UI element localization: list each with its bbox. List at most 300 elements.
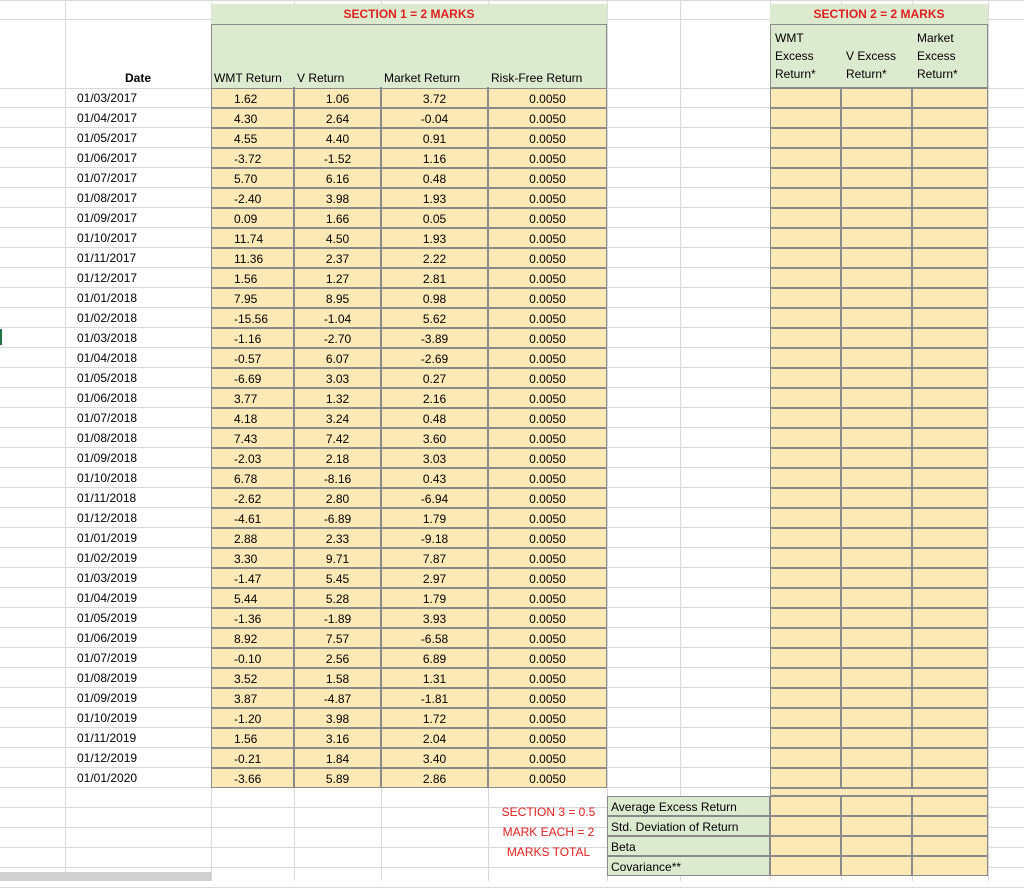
data-cell[interactable]: 0.0050 xyxy=(488,288,607,308)
data-cell[interactable]: 0.98 xyxy=(381,288,488,308)
data-cell[interactable]: 0.0050 xyxy=(488,248,607,268)
data-cell[interactable]: 0.0050 xyxy=(488,768,607,788)
excess-return-input[interactable] xyxy=(912,528,988,548)
data-cell[interactable]: -0.04 xyxy=(381,108,488,128)
excess-return-input[interactable] xyxy=(841,448,912,468)
excess-return-input[interactable] xyxy=(841,228,912,248)
data-cell[interactable]: -1.47 xyxy=(211,568,294,588)
excess-return-input[interactable] xyxy=(912,208,988,228)
date-cell[interactable]: 01/12/2018 xyxy=(77,511,138,525)
statistic-input[interactable] xyxy=(912,796,988,816)
data-cell[interactable]: 3.16 xyxy=(294,728,381,748)
data-cell[interactable]: 4.50 xyxy=(294,228,381,248)
excess-return-input[interactable] xyxy=(841,348,912,368)
data-cell[interactable]: 0.43 xyxy=(381,468,488,488)
excess-return-input[interactable] xyxy=(912,348,988,368)
date-cell[interactable]: 01/07/2019 xyxy=(77,651,138,665)
excess-return-input[interactable] xyxy=(912,668,988,688)
date-cell[interactable]: 01/11/2017 xyxy=(77,251,137,265)
data-cell[interactable]: -0.21 xyxy=(211,748,294,768)
date-cell[interactable]: 01/10/2019 xyxy=(77,711,138,725)
statistic-input[interactable] xyxy=(841,796,912,816)
data-cell[interactable]: 5.62 xyxy=(381,308,488,328)
date-cell[interactable]: 01/02/2019 xyxy=(77,551,138,565)
excess-return-input[interactable] xyxy=(841,188,912,208)
excess-return-input[interactable] xyxy=(841,128,912,148)
data-cell[interactable]: -4.61 xyxy=(211,508,294,528)
data-cell[interactable]: 2.64 xyxy=(294,108,381,128)
data-cell[interactable]: 2.56 xyxy=(294,648,381,668)
data-cell[interactable]: 0.0050 xyxy=(488,668,607,688)
data-cell[interactable]: -6.58 xyxy=(381,628,488,648)
data-cell[interactable]: 0.0050 xyxy=(488,228,607,248)
data-cell[interactable]: -0.10 xyxy=(211,648,294,668)
excess-return-input[interactable] xyxy=(841,748,912,768)
data-cell[interactable]: 1.84 xyxy=(294,748,381,768)
date-cell[interactable]: 01/10/2018 xyxy=(77,471,138,485)
excess-return-input[interactable] xyxy=(912,628,988,648)
excess-return-input[interactable] xyxy=(841,568,912,588)
data-cell[interactable]: 0.0050 xyxy=(488,208,607,228)
excess-return-input[interactable] xyxy=(841,488,912,508)
date-cell[interactable]: 01/08/2019 xyxy=(77,671,138,685)
data-cell[interactable]: 2.37 xyxy=(294,248,381,268)
data-cell[interactable]: 6.89 xyxy=(381,648,488,668)
data-cell[interactable]: 5.28 xyxy=(294,588,381,608)
excess-return-input[interactable] xyxy=(912,748,988,768)
excess-return-input[interactable] xyxy=(912,168,988,188)
date-cell[interactable]: 01/03/2019 xyxy=(77,571,138,585)
data-cell[interactable]: 8.92 xyxy=(211,628,294,648)
excess-return-input[interactable] xyxy=(841,728,912,748)
excess-return-input[interactable] xyxy=(912,228,988,248)
data-cell[interactable]: 3.77 xyxy=(211,388,294,408)
data-cell[interactable]: 2.97 xyxy=(381,568,488,588)
excess-return-input[interactable] xyxy=(912,388,988,408)
data-cell[interactable]: 0.0050 xyxy=(488,588,607,608)
data-cell[interactable]: 0.0050 xyxy=(488,508,607,528)
data-cell[interactable]: 0.0050 xyxy=(488,608,607,628)
date-cell[interactable]: 01/06/2018 xyxy=(77,391,138,405)
excess-return-input[interactable] xyxy=(770,108,841,128)
data-cell[interactable]: 5.44 xyxy=(211,588,294,608)
excess-return-input[interactable] xyxy=(841,368,912,388)
date-cell[interactable]: 01/09/2018 xyxy=(77,451,138,465)
statistic-input[interactable] xyxy=(770,856,841,876)
statistic-input[interactable] xyxy=(841,836,912,856)
data-cell[interactable]: 8.95 xyxy=(294,288,381,308)
data-cell[interactable]: 3.40 xyxy=(381,748,488,768)
date-cell[interactable]: 01/06/2019 xyxy=(77,631,138,645)
data-cell[interactable]: 3.98 xyxy=(294,708,381,728)
data-cell[interactable]: 0.48 xyxy=(381,408,488,428)
data-cell[interactable]: 3.52 xyxy=(211,668,294,688)
date-cell[interactable]: 01/07/2018 xyxy=(77,411,138,425)
data-cell[interactable]: 7.43 xyxy=(211,428,294,448)
excess-return-input[interactable] xyxy=(841,308,912,328)
data-cell[interactable]: 11.74 xyxy=(211,228,294,248)
date-cell[interactable]: 01/05/2018 xyxy=(77,371,138,385)
data-cell[interactable]: 1.56 xyxy=(211,268,294,288)
excess-return-input[interactable] xyxy=(770,268,841,288)
data-cell[interactable]: 0.09 xyxy=(211,208,294,228)
data-cell[interactable]: 0.0050 xyxy=(488,648,607,668)
excess-return-input[interactable] xyxy=(841,528,912,548)
excess-return-input[interactable] xyxy=(912,768,988,788)
data-cell[interactable]: 0.0050 xyxy=(488,628,607,648)
data-cell[interactable]: 2.18 xyxy=(294,448,381,468)
excess-return-input[interactable] xyxy=(841,588,912,608)
excess-return-input[interactable] xyxy=(912,248,988,268)
data-cell[interactable]: 0.0050 xyxy=(488,348,607,368)
excess-return-input[interactable] xyxy=(770,248,841,268)
excess-return-input[interactable] xyxy=(841,168,912,188)
data-cell[interactable]: 0.0050 xyxy=(488,188,607,208)
excess-return-input[interactable] xyxy=(770,728,841,748)
data-cell[interactable]: 1.58 xyxy=(294,668,381,688)
date-cell[interactable]: 01/05/2019 xyxy=(77,611,138,625)
excess-return-input[interactable] xyxy=(912,708,988,728)
data-cell[interactable]: -2.62 xyxy=(211,488,294,508)
data-cell[interactable]: 1.56 xyxy=(211,728,294,748)
data-cell[interactable]: 0.0050 xyxy=(488,128,607,148)
data-cell[interactable]: 6.07 xyxy=(294,348,381,368)
data-cell[interactable]: -4.87 xyxy=(294,688,381,708)
excess-return-input[interactable] xyxy=(770,148,841,168)
data-cell[interactable]: -3.66 xyxy=(211,768,294,788)
data-cell[interactable]: 0.0050 xyxy=(488,308,607,328)
data-cell[interactable]: -1.04 xyxy=(294,308,381,328)
date-cell[interactable]: 01/07/2017 xyxy=(77,171,138,185)
date-cell[interactable]: 01/01/2020 xyxy=(77,771,138,785)
date-cell[interactable]: 01/04/2017 xyxy=(77,111,138,125)
data-cell[interactable]: -1.89 xyxy=(294,608,381,628)
excess-return-input[interactable] xyxy=(841,268,912,288)
data-cell[interactable]: 0.0050 xyxy=(488,468,607,488)
column-header-v[interactable]: V Return xyxy=(295,68,380,88)
data-cell[interactable]: -3.72 xyxy=(211,148,294,168)
excess-return-input[interactable] xyxy=(912,568,988,588)
excess-return-input[interactable] xyxy=(770,748,841,768)
excess-return-input[interactable] xyxy=(841,288,912,308)
excess-return-input[interactable] xyxy=(841,608,912,628)
excess-return-input[interactable] xyxy=(770,548,841,568)
excess-return-input[interactable] xyxy=(841,408,912,428)
excess-return-input[interactable] xyxy=(912,608,988,628)
data-cell[interactable]: 0.0050 xyxy=(488,708,607,728)
data-cell[interactable]: -2.70 xyxy=(294,328,381,348)
data-cell[interactable]: 4.55 xyxy=(211,128,294,148)
data-cell[interactable]: -3.89 xyxy=(381,328,488,348)
data-cell[interactable]: 5.89 xyxy=(294,768,381,788)
excess-return-input[interactable] xyxy=(912,128,988,148)
data-cell[interactable]: 0.0050 xyxy=(488,428,607,448)
excess-return-input[interactable] xyxy=(841,388,912,408)
date-cell[interactable]: 01/05/2017 xyxy=(77,131,138,145)
excess-return-input[interactable] xyxy=(912,268,988,288)
excess-return-input[interactable] xyxy=(841,708,912,728)
excess-return-input[interactable] xyxy=(912,108,988,128)
data-cell[interactable]: 2.88 xyxy=(211,528,294,548)
data-cell[interactable]: 0.0050 xyxy=(488,268,607,288)
excess-return-input[interactable] xyxy=(770,648,841,668)
excess-return-input[interactable] xyxy=(912,468,988,488)
data-cell[interactable]: -1.52 xyxy=(294,148,381,168)
data-cell[interactable]: 0.0050 xyxy=(488,148,607,168)
date-cell[interactable]: 01/04/2019 xyxy=(77,591,138,605)
excess-return-input[interactable] xyxy=(770,528,841,548)
data-cell[interactable]: -15.56 xyxy=(211,308,294,328)
data-cell[interactable]: 0.0050 xyxy=(488,328,607,348)
date-cell[interactable]: 01/10/2017 xyxy=(77,231,138,245)
excess-return-input[interactable] xyxy=(912,648,988,668)
date-cell[interactable]: 01/09/2017 xyxy=(77,211,138,225)
excess-return-input[interactable] xyxy=(770,628,841,648)
data-cell[interactable]: 2.81 xyxy=(381,268,488,288)
excess-return-input[interactable] xyxy=(912,408,988,428)
excess-return-input[interactable] xyxy=(841,328,912,348)
excess-return-input[interactable] xyxy=(841,428,912,448)
section2-header-1[interactable] xyxy=(842,30,911,86)
date-cell[interactable]: 01/09/2019 xyxy=(77,691,138,705)
section2-header-2[interactable] xyxy=(913,30,987,86)
data-cell[interactable]: 6.78 xyxy=(211,468,294,488)
excess-return-input[interactable] xyxy=(770,708,841,728)
data-cell[interactable]: -1.20 xyxy=(211,708,294,728)
excess-return-input[interactable] xyxy=(770,448,841,468)
data-cell[interactable]: 1.79 xyxy=(381,508,488,528)
data-cell[interactable]: 3.03 xyxy=(381,448,488,468)
column-header-market[interactable]: Market Return xyxy=(382,68,487,88)
excess-return-input[interactable] xyxy=(912,428,988,448)
excess-return-input[interactable] xyxy=(770,348,841,368)
data-cell[interactable]: 3.87 xyxy=(211,688,294,708)
data-cell[interactable]: 4.18 xyxy=(211,408,294,428)
data-cell[interactable]: 2.86 xyxy=(381,768,488,788)
data-cell[interactable]: 7.87 xyxy=(381,548,488,568)
data-cell[interactable]: 3.60 xyxy=(381,428,488,448)
data-cell[interactable]: 1.93 xyxy=(381,228,488,248)
excess-return-input[interactable] xyxy=(770,328,841,348)
data-cell[interactable]: -8.16 xyxy=(294,468,381,488)
data-cell[interactable]: 0.0050 xyxy=(488,728,607,748)
data-cell[interactable]: 1.66 xyxy=(294,208,381,228)
column-header-date[interactable]: Date xyxy=(124,71,151,85)
excess-return-input[interactable] xyxy=(770,288,841,308)
excess-return-input[interactable] xyxy=(841,688,912,708)
data-cell[interactable]: -2.69 xyxy=(381,348,488,368)
excess-return-input[interactable] xyxy=(912,588,988,608)
section2-header-0[interactable] xyxy=(771,30,840,86)
statistic-input[interactable] xyxy=(770,816,841,836)
excess-return-input[interactable] xyxy=(770,168,841,188)
excess-return-input[interactable] xyxy=(841,208,912,228)
data-cell[interactable]: 5.45 xyxy=(294,568,381,588)
excess-return-input[interactable] xyxy=(912,288,988,308)
data-cell[interactable]: 7.42 xyxy=(294,428,381,448)
excess-return-input[interactable] xyxy=(770,368,841,388)
statistic-input[interactable] xyxy=(770,836,841,856)
excess-return-input[interactable] xyxy=(841,88,912,108)
data-cell[interactable]: 1.79 xyxy=(381,588,488,608)
data-cell[interactable]: 0.48 xyxy=(381,168,488,188)
excess-return-input[interactable] xyxy=(770,508,841,528)
date-cell[interactable]: 01/02/2018 xyxy=(77,311,138,325)
data-cell[interactable]: 6.16 xyxy=(294,168,381,188)
data-cell[interactable]: 4.40 xyxy=(294,128,381,148)
date-cell[interactable]: 01/03/2017 xyxy=(77,91,138,105)
column-header-wmt[interactable]: WMT Return xyxy=(212,68,293,88)
data-cell[interactable]: 7.95 xyxy=(211,288,294,308)
excess-return-input[interactable] xyxy=(770,488,841,508)
excess-return-input[interactable] xyxy=(770,88,841,108)
data-cell[interactable]: 2.16 xyxy=(381,388,488,408)
data-cell[interactable]: 2.04 xyxy=(381,728,488,748)
excess-return-input[interactable] xyxy=(770,588,841,608)
data-cell[interactable]: 0.0050 xyxy=(488,108,607,128)
data-cell[interactable]: 1.16 xyxy=(381,148,488,168)
data-cell[interactable]: 3.24 xyxy=(294,408,381,428)
data-cell[interactable]: 1.32 xyxy=(294,388,381,408)
excess-return-input[interactable] xyxy=(770,468,841,488)
data-cell[interactable]: 1.72 xyxy=(381,708,488,728)
data-cell[interactable]: -2.40 xyxy=(211,188,294,208)
excess-return-input[interactable] xyxy=(912,308,988,328)
data-cell[interactable]: 0.0050 xyxy=(488,168,607,188)
excess-return-input[interactable] xyxy=(841,648,912,668)
excess-return-input[interactable] xyxy=(841,108,912,128)
excess-return-input[interactable] xyxy=(912,88,988,108)
excess-return-input[interactable] xyxy=(912,188,988,208)
data-cell[interactable]: 0.0050 xyxy=(488,688,607,708)
data-cell[interactable]: 1.27 xyxy=(294,268,381,288)
date-cell[interactable]: 01/11/2018 xyxy=(77,491,137,505)
data-cell[interactable]: 4.30 xyxy=(211,108,294,128)
date-cell[interactable]: 01/08/2018 xyxy=(77,431,138,445)
data-cell[interactable]: 2.80 xyxy=(294,488,381,508)
excess-return-input[interactable] xyxy=(912,448,988,468)
data-cell[interactable]: 1.06 xyxy=(294,88,381,108)
data-cell[interactable]: 11.36 xyxy=(211,248,294,268)
data-cell[interactable]: 3.72 xyxy=(381,88,488,108)
data-cell[interactable]: 0.0050 xyxy=(488,748,607,768)
date-cell[interactable]: 01/11/2019 xyxy=(77,731,137,745)
date-cell[interactable]: 01/12/2019 xyxy=(77,751,138,765)
excess-return-input[interactable] xyxy=(841,548,912,568)
data-cell[interactable]: -1.36 xyxy=(211,608,294,628)
data-cell[interactable]: -1.16 xyxy=(211,328,294,348)
excess-return-input[interactable] xyxy=(912,508,988,528)
data-cell[interactable]: 1.31 xyxy=(381,668,488,688)
date-cell[interactable]: 01/01/2019 xyxy=(77,531,138,545)
excess-return-input[interactable] xyxy=(841,148,912,168)
excess-return-input[interactable] xyxy=(912,548,988,568)
data-cell[interactable]: 0.27 xyxy=(381,368,488,388)
excess-return-input[interactable] xyxy=(770,608,841,628)
data-cell[interactable]: 5.70 xyxy=(211,168,294,188)
excess-return-input[interactable] xyxy=(770,388,841,408)
data-cell[interactable]: 1.93 xyxy=(381,188,488,208)
excess-return-input[interactable] xyxy=(841,248,912,268)
data-cell[interactable]: 2.22 xyxy=(381,248,488,268)
data-cell[interactable]: 0.0050 xyxy=(488,548,607,568)
data-cell[interactable]: 0.0050 xyxy=(488,408,607,428)
data-cell[interactable]: 7.57 xyxy=(294,628,381,648)
data-cell[interactable]: 0.0050 xyxy=(488,388,607,408)
data-cell[interactable]: -1.81 xyxy=(381,688,488,708)
excess-return-input[interactable] xyxy=(770,228,841,248)
statistic-input[interactable] xyxy=(841,856,912,876)
excess-return-input[interactable] xyxy=(770,688,841,708)
excess-return-input[interactable] xyxy=(841,508,912,528)
excess-return-input[interactable] xyxy=(770,428,841,448)
excess-return-input[interactable] xyxy=(770,308,841,328)
date-cell[interactable]: 01/04/2018 xyxy=(77,351,138,365)
data-cell[interactable]: 3.03 xyxy=(294,368,381,388)
data-cell[interactable]: -9.18 xyxy=(381,528,488,548)
data-cell[interactable]: 0.0050 xyxy=(488,88,607,108)
excess-return-input[interactable] xyxy=(770,668,841,688)
data-cell[interactable]: 0.0050 xyxy=(488,368,607,388)
excess-return-input[interactable] xyxy=(841,628,912,648)
data-cell[interactable]: -0.57 xyxy=(211,348,294,368)
date-cell[interactable]: 01/08/2017 xyxy=(77,191,138,205)
excess-return-input[interactable] xyxy=(770,768,841,788)
excess-return-input[interactable] xyxy=(912,728,988,748)
data-cell[interactable]: 3.98 xyxy=(294,188,381,208)
data-cell[interactable]: -6.94 xyxy=(381,488,488,508)
data-cell[interactable]: -2.03 xyxy=(211,448,294,468)
excess-return-input[interactable] xyxy=(912,488,988,508)
statistic-input[interactable] xyxy=(912,856,988,876)
column-header-rf[interactable]: Risk-Free Return xyxy=(489,68,606,88)
excess-return-input[interactable] xyxy=(912,328,988,348)
data-cell[interactable]: 0.91 xyxy=(381,128,488,148)
data-cell[interactable]: 0.0050 xyxy=(488,448,607,468)
date-cell[interactable]: 01/01/2018 xyxy=(77,291,138,305)
excess-return-input[interactable] xyxy=(912,368,988,388)
excess-return-input[interactable] xyxy=(770,128,841,148)
statistic-input[interactable] xyxy=(912,816,988,836)
statistic-input[interactable] xyxy=(912,836,988,856)
data-cell[interactable]: 0.0050 xyxy=(488,528,607,548)
excess-return-input[interactable] xyxy=(912,148,988,168)
date-cell[interactable]: 01/06/2017 xyxy=(77,151,138,165)
data-cell[interactable]: 0.0050 xyxy=(488,568,607,588)
data-cell[interactable]: 1.62 xyxy=(211,88,294,108)
statistic-input[interactable] xyxy=(841,816,912,836)
horizontal-scrollbar[interactable] xyxy=(0,872,211,881)
excess-return-input[interactable] xyxy=(770,408,841,428)
data-cell[interactable]: -6.89 xyxy=(294,508,381,528)
statistic-input[interactable] xyxy=(770,796,841,816)
excess-return-input[interactable] xyxy=(841,768,912,788)
excess-return-input[interactable] xyxy=(770,188,841,208)
data-cell[interactable]: 3.93 xyxy=(381,608,488,628)
excess-return-input[interactable] xyxy=(770,568,841,588)
data-cell[interactable]: 2.33 xyxy=(294,528,381,548)
data-cell[interactable]: 3.30 xyxy=(211,548,294,568)
excess-return-input[interactable] xyxy=(912,688,988,708)
data-cell[interactable]: 9.71 xyxy=(294,548,381,568)
date-cell[interactable]: 01/12/2017 xyxy=(77,271,138,285)
data-cell[interactable]: 0.0050 xyxy=(488,488,607,508)
data-cell[interactable]: 0.05 xyxy=(381,208,488,228)
excess-return-input[interactable] xyxy=(841,668,912,688)
date-cell[interactable]: 01/03/2018 xyxy=(77,331,138,345)
excess-return-input[interactable] xyxy=(770,208,841,228)
data-cell[interactable]: -6.69 xyxy=(211,368,294,388)
